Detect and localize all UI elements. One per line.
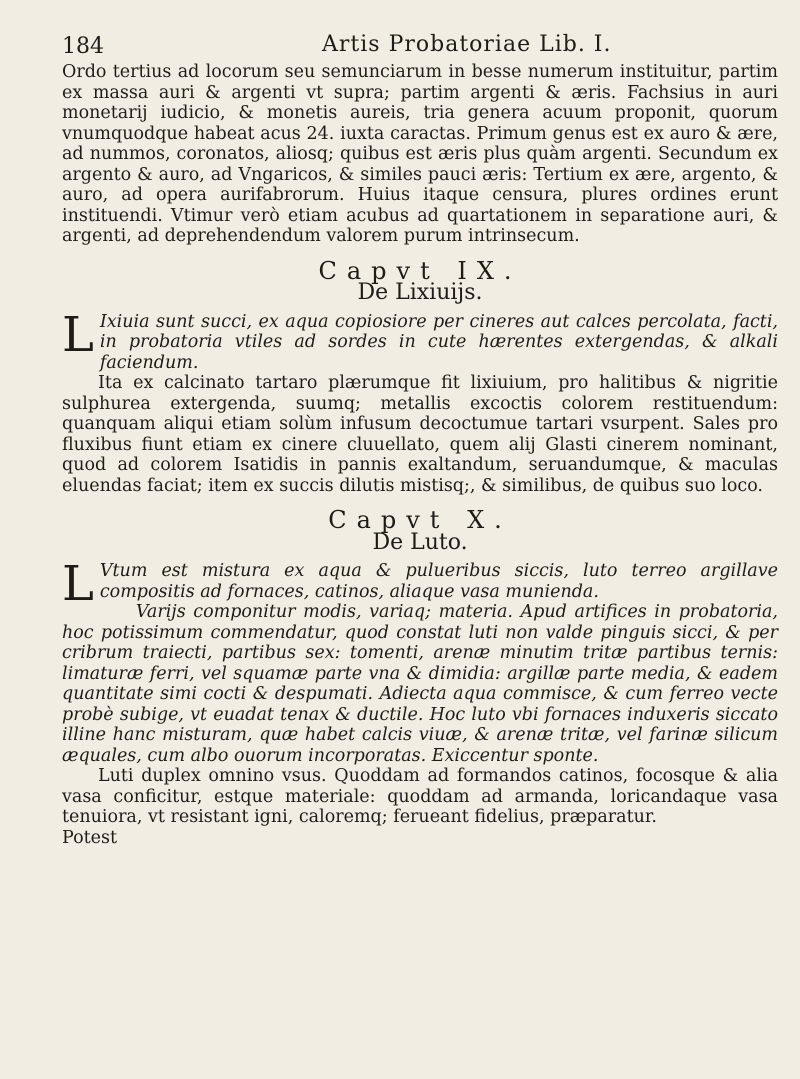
intro-paragraph: Ordo tertius ad locorum seu semunciarum in besse numerum instituitur, partim ex massa auri & argenti vt supra; partim argenti & æris. Fachsius in auri monetarij iudicio, & monetis aureis, tria genera acuum proponit, quorum vnumquodque habeat acus 24. iuxta caractas. Primum genus est ex auro & ære, ad nummos, coronatos, aliosq; quibus est æris plus quàm argenti. Secundum ex argento & auro, ad Vngaricos, & similes pauci æris: Tertium ex ære, argento, & auro, ad opera aurifabrorum. Huius itaque censura, plures ordines erunt instituendi. Vtimur verò etiam acubus ad quartationem in separatione auri, & argenti, ad deprehendendum valorem purum intrinsecum. [62,62,778,246]
chapter-x-heading: Capvt X. [328,506,512,534]
page-number: 184 [62,34,104,59]
catchword: Potest [62,827,118,848]
chapter-ix-paragraph: Ita ex calcinato tartaro plærumque fit lixiuium, pro halitibus & nigritie sulphurea extergenda, suumq; metallis excoctis colorem restituendum: quanquam aliqui etiam solùm infusum decoctumue tartari vsurpent. Sales pro fluxibus fiunt etiam ex cinere cluuellato, quem alij Glasti cinerem nominant, quod ad colorem Isatidis in pannis exaltandum, seruandumque, & maculas eluendas faciat; item ex succis dilutis mistisq;, & similibus, de quibus suo loco. [62,373,778,496]
chapter-ix-summary [62,306,778,374]
chapter-ix-heading: Capvt IX. [318,256,522,285]
chapter-ix-summary-text: Ixiuia sunt succi, ex aqua copiosiore per cineres aut calces percolata, facti, in probatoria vtiles ad sordes in cute hærentes extergendas, & alkali faciendum. [99,311,778,373]
chapter-ix-title: De Lixiuijs. [357,280,483,305]
page-header [62,28,762,64]
chapter-x-drop-cap: L [62,556,94,612]
page-body [62,62,778,848]
chapter-x-italic-paragraph: Varijs componitur modis, variaq; materia. Apud artifices in probatoria, hoc potissimum commendatur, quod constat luti non valde pinguis sicci, & per cribrum traiecti, partibus sex: tomenti, arenæ minutim tritæ partibus ternis: limaturæ ferri, vel squamæ parte vna & dimidia: argillæ parte media, & eadem quantitate simi cocti & despumati. Adiecta aqua commisce, & cum ferreo vecte probè subige, vt euadat tenax & ductile. Hoc luto vbi fornaces induxeris siccato illine hanc misturam, quæ habet calcis viuæ, & arenæ tritæ, vel farinæ silicum æquales, cum albo ouorum incorporatas. Exiccentur sponte. [62,602,778,766]
chapter-ix-drop-cap: L [62,306,94,363]
chapter-x-summary-text: Vtum est mistura ex aqua & pulueribus siccis, luto terreo argillave compositis ad fornaces, catinos, aliaque vasa munienda. [99,561,778,602]
chapter-x-paragraph: Luti duplex omnino vsus. Quoddam ad formandos catinos, focosque & alia vasa conficitur, estque materiale: quoddam ad armanda, loricandaque vasa tenuiora, vt resistant igni, caloremq; ferueant fidelius, præparatur. [62,766,778,827]
chapter-x-summary [62,556,778,612]
chapter-x-title: De Luto. [372,529,468,555]
running-title: Artis Probatoriae Lib. I. [322,32,612,57]
